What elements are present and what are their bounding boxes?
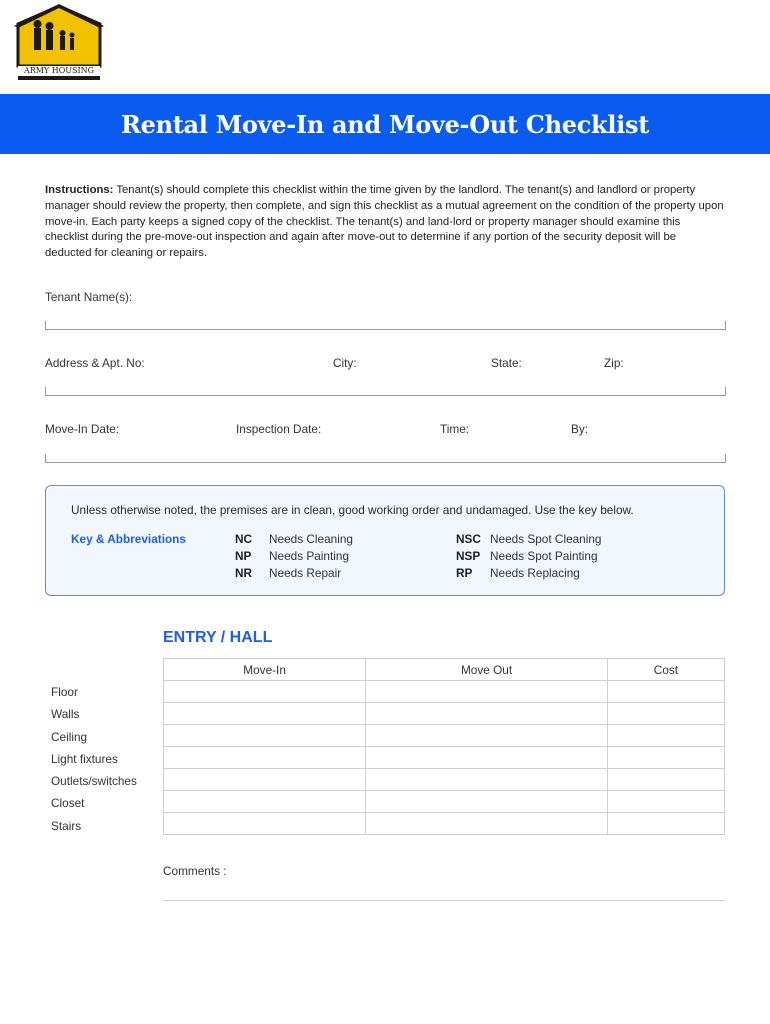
date-field[interactable] bbox=[45, 454, 726, 463]
table-header-row bbox=[164, 659, 725, 681]
cost-cell[interactable] bbox=[607, 681, 724, 703]
row-label-outlets-switches: Outlets/switches bbox=[51, 774, 137, 789]
abbr-code: NSC bbox=[456, 532, 481, 546]
move-in-date-label: Move-In Date: bbox=[45, 422, 120, 436]
abbr-code: RP bbox=[456, 566, 473, 580]
row-label-walls: Walls bbox=[51, 707, 80, 722]
instructions-paragraph bbox=[45, 183, 725, 262]
row-label-stairs: Stairs bbox=[51, 818, 82, 833]
abbr-code: NR bbox=[235, 566, 253, 580]
move-in-cell[interactable] bbox=[164, 681, 366, 703]
table-row bbox=[164, 813, 725, 835]
move-in-cell[interactable] bbox=[164, 725, 366, 747]
abbr-desc: Needs Cleaning bbox=[269, 532, 353, 546]
city-label: City: bbox=[333, 356, 357, 370]
comments-field[interactable] bbox=[163, 900, 725, 901]
abbr-row bbox=[456, 548, 602, 565]
table-row bbox=[164, 791, 725, 813]
svg-text:ARMY HOUSING: ARMY HOUSING bbox=[23, 66, 95, 75]
cost-cell[interactable] bbox=[607, 813, 724, 835]
abbr-code: NP bbox=[235, 549, 252, 563]
tenant-names-label: Tenant Name(s): bbox=[45, 290, 133, 304]
move-out-cell[interactable] bbox=[366, 747, 608, 769]
move-in-cell[interactable] bbox=[164, 703, 366, 725]
abbr-row bbox=[235, 548, 353, 565]
abbr-code: NSP bbox=[456, 549, 481, 563]
cost-cell[interactable] bbox=[607, 747, 724, 769]
row-labels bbox=[51, 681, 137, 837]
column-header-move-in: Move-In bbox=[164, 659, 366, 681]
move-in-cell[interactable] bbox=[164, 813, 366, 835]
table-row bbox=[164, 725, 725, 747]
page-title: Rental Move-In and Move-Out Checklist bbox=[120, 109, 650, 139]
table-row bbox=[164, 747, 725, 769]
state-label: State: bbox=[491, 356, 522, 370]
move-out-cell[interactable] bbox=[366, 703, 608, 725]
abbr-desc: Needs Replacing bbox=[490, 566, 580, 580]
abbr-desc: Needs Repair bbox=[269, 566, 342, 580]
table-row bbox=[164, 703, 725, 725]
abbr-row bbox=[456, 565, 602, 582]
address-label: Address & Apt. No: bbox=[45, 356, 145, 370]
move-out-cell[interactable] bbox=[366, 791, 608, 813]
move-in-cell[interactable] bbox=[164, 769, 366, 791]
inspection-date-label: Inspection Date: bbox=[236, 422, 322, 436]
instructions-text: Tenant(s) should complete this checklist within the time given by the landlord. The tenant(s) and landlord or property manager should review the property, then complete, and sign this checklist as a mutual agreement on the condition of the property upon move-in. Each party keeps a signed copy of the checklist. The tenant(s) and land-lord or property manager should examine this checklist during the pre-move-out inspection and again after move-out to determine if any portion of the security deposit will be deducted for cleaning or repairs. bbox=[45, 184, 724, 260]
section-title: ENTRY / HALL bbox=[163, 629, 273, 646]
time-label: Time: bbox=[440, 422, 470, 436]
abbr-code: NC bbox=[235, 532, 253, 546]
key-note: Unless otherwise noted, the premises are in clean, good working order and undamaged. Use the key below. bbox=[71, 503, 634, 517]
move-out-cell[interactable] bbox=[366, 769, 608, 791]
move-in-cell[interactable] bbox=[164, 747, 366, 769]
cost-cell[interactable] bbox=[607, 791, 724, 813]
row-label-closet: Closet bbox=[51, 796, 85, 811]
zip-label: Zip: bbox=[604, 356, 624, 370]
abbr-desc: Needs Spot Cleaning bbox=[490, 532, 602, 546]
cost-cell[interactable] bbox=[607, 725, 724, 747]
abbr-row bbox=[235, 531, 353, 548]
table-row bbox=[164, 681, 725, 703]
address-field[interactable] bbox=[45, 387, 726, 396]
abbr-list-right bbox=[456, 531, 602, 582]
move-out-cell[interactable] bbox=[366, 813, 608, 835]
column-header-move-out: Move Out bbox=[366, 659, 608, 681]
row-label-light-fixtures: Light fixtures bbox=[51, 751, 118, 766]
abbr-desc: Needs Spot Painting bbox=[490, 549, 598, 563]
row-label-ceiling: Ceiling bbox=[51, 729, 88, 744]
key-box bbox=[45, 485, 725, 596]
move-out-cell[interactable] bbox=[366, 725, 608, 747]
abbr-row bbox=[235, 565, 353, 582]
by-label: By: bbox=[571, 422, 589, 436]
table-row bbox=[164, 769, 725, 791]
move-in-cell[interactable] bbox=[164, 791, 366, 813]
key-title: Key & Abbreviations bbox=[71, 532, 186, 546]
abbr-row bbox=[456, 531, 602, 548]
move-out-cell[interactable] bbox=[366, 681, 608, 703]
comments-label: Comments : bbox=[163, 864, 227, 878]
column-header-cost: Cost bbox=[607, 659, 724, 681]
checklist-table bbox=[163, 658, 725, 835]
tenant-names-field[interactable] bbox=[45, 321, 726, 330]
row-label-floor: Floor bbox=[51, 685, 78, 699]
army-housing-logo bbox=[14, 4, 104, 82]
abbr-desc: Needs Painting bbox=[269, 549, 350, 563]
cost-cell[interactable] bbox=[607, 769, 724, 791]
abbr-list-left bbox=[235, 531, 353, 582]
cost-cell[interactable] bbox=[607, 703, 724, 725]
title-banner bbox=[0, 94, 770, 154]
instructions-label: Instructions: bbox=[45, 184, 114, 196]
